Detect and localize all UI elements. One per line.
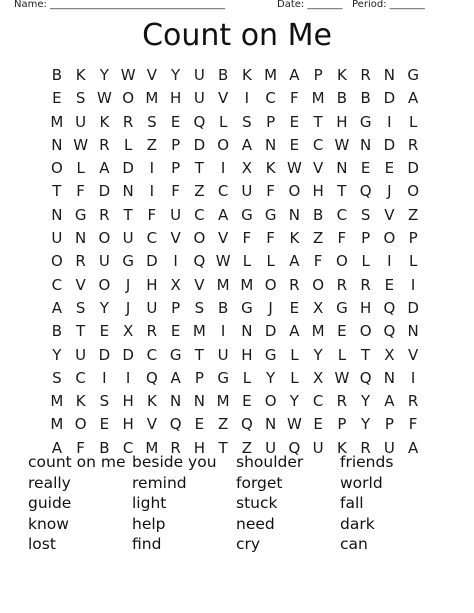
grid-letter: B bbox=[217, 66, 229, 84]
word-list-item: cry bbox=[236, 535, 261, 554]
grid-letter: Y bbox=[266, 368, 276, 387]
grid-letter: V bbox=[384, 205, 395, 224]
grid-letter: R bbox=[336, 392, 348, 411]
grid-letter: F bbox=[76, 438, 85, 457]
grid-letter: T bbox=[218, 438, 228, 457]
grid-letter: N bbox=[336, 159, 348, 178]
grid-letter: B bbox=[99, 438, 110, 457]
grid-letter: E bbox=[99, 322, 110, 341]
grid-letter: H bbox=[312, 182, 324, 201]
word-list-item: world bbox=[340, 473, 383, 492]
grid-letter: F bbox=[408, 415, 418, 434]
grid-letter: M bbox=[311, 322, 325, 341]
grid-letter: P bbox=[194, 368, 204, 387]
grid-letter: X bbox=[122, 322, 134, 341]
grid-letter: H bbox=[359, 298, 372, 317]
grid-letter: K bbox=[241, 66, 252, 84]
grid-letter: Y bbox=[361, 392, 371, 411]
grid-letter: U bbox=[75, 112, 87, 131]
grid-letter: B bbox=[360, 89, 371, 108]
grid-letter: I bbox=[387, 112, 392, 131]
grid-letter: H bbox=[122, 415, 134, 434]
grid-letter: C bbox=[122, 438, 134, 457]
grid-letter: N bbox=[170, 392, 182, 411]
grid-letter: B bbox=[312, 205, 324, 224]
grid-letter: N bbox=[383, 66, 395, 84]
grid-letter: K bbox=[289, 229, 300, 248]
grid-letter: C bbox=[336, 205, 348, 224]
grid-letter: R bbox=[360, 275, 371, 294]
grid-letter: V bbox=[194, 275, 205, 294]
word-list-item: know bbox=[28, 514, 69, 533]
grid-letter: A bbox=[384, 392, 395, 411]
grid-letter: Z bbox=[194, 182, 205, 201]
grid-letter: E bbox=[384, 275, 395, 294]
grid-letter: A bbox=[99, 159, 110, 178]
grid-letter: A bbox=[407, 89, 419, 108]
grid-letter: P bbox=[408, 229, 418, 248]
grid-letter: M bbox=[192, 322, 206, 341]
grid-letter: P bbox=[313, 66, 323, 84]
grid-letter: R bbox=[146, 322, 158, 341]
grid-letter: L bbox=[76, 159, 85, 178]
grid-letter: F bbox=[76, 182, 85, 201]
grid-letter: F bbox=[147, 205, 157, 224]
grid-letter: U bbox=[75, 345, 87, 364]
grid-letter: O bbox=[312, 275, 325, 294]
grid-letter: R bbox=[336, 275, 348, 294]
grid-letter: U bbox=[122, 229, 134, 248]
grid-letter: R bbox=[170, 438, 181, 457]
grid-letter: D bbox=[407, 159, 419, 178]
grid-letter: N bbox=[407, 322, 419, 341]
date-field-label: Date: _______ bbox=[277, 0, 343, 10]
word-list-item: find bbox=[132, 535, 162, 554]
grid-letter: M bbox=[50, 392, 64, 411]
grid-letter: O bbox=[98, 229, 111, 248]
grid-letter: M bbox=[145, 89, 159, 108]
grid-letter: Y bbox=[313, 345, 323, 364]
grid-letter: N bbox=[122, 182, 134, 201]
grid-letter: T bbox=[76, 322, 86, 341]
grid-letter: D bbox=[383, 135, 396, 154]
grid-letter: T bbox=[194, 159, 204, 178]
grid-letter: I bbox=[125, 368, 131, 387]
grid-letter: R bbox=[407, 135, 419, 154]
grid-letter: E bbox=[384, 159, 395, 178]
word-list-item: need bbox=[236, 514, 275, 533]
grid-letter: Y bbox=[52, 345, 62, 364]
word-list-item: beside you bbox=[132, 453, 217, 471]
grid-letter: U bbox=[383, 438, 395, 457]
grid-letter: D bbox=[383, 89, 396, 108]
grid-letter: S bbox=[194, 298, 205, 317]
grid-letter: I bbox=[410, 368, 416, 387]
grid-letter: P bbox=[171, 159, 181, 178]
word-list-item: help bbox=[132, 514, 166, 533]
puzzle-title: Count on Me bbox=[142, 18, 332, 53]
grid-letter: R bbox=[407, 392, 419, 411]
grid-letter: O bbox=[98, 275, 111, 294]
grid-letter: I bbox=[102, 368, 107, 387]
grid-letter: G bbox=[264, 205, 277, 224]
grid-letter: E bbox=[289, 135, 300, 154]
grid-letter: T bbox=[52, 182, 62, 201]
grid-letter: E bbox=[242, 392, 252, 411]
word-list-item: really bbox=[28, 473, 71, 492]
grid-letter: I bbox=[220, 322, 226, 341]
grid-letter: Z bbox=[312, 229, 324, 248]
student-info-header bbox=[0, 0, 474, 14]
grid-letter: I bbox=[173, 252, 178, 271]
grid-letter: K bbox=[99, 112, 110, 131]
grid-letter: D bbox=[122, 159, 134, 178]
grid-letter: U bbox=[193, 89, 205, 108]
grid-letter: N bbox=[265, 135, 277, 154]
grid-letter: A bbox=[51, 438, 62, 457]
grid-letter: Q bbox=[359, 182, 372, 201]
grid-letter: Y bbox=[99, 66, 109, 84]
word-list-item: friends bbox=[340, 453, 394, 471]
grid-letter: E bbox=[313, 415, 323, 434]
grid-letter: C bbox=[265, 89, 276, 108]
grid-letter: Q bbox=[359, 368, 372, 387]
grid-letter: O bbox=[335, 252, 348, 271]
name-field-label: Name: ___________________________________ bbox=[14, 0, 226, 10]
grid-letter: O bbox=[359, 322, 372, 341]
grid-letter: N bbox=[360, 135, 372, 154]
grid-letter: S bbox=[242, 112, 252, 131]
grid-letter: M bbox=[50, 112, 64, 131]
grid-letter: Z bbox=[146, 135, 158, 154]
grid-letter: U bbox=[51, 229, 63, 248]
grid-letter: E bbox=[194, 415, 205, 434]
grid-letter: M bbox=[145, 438, 159, 457]
grid-letter: T bbox=[194, 345, 204, 364]
grid-letter: T bbox=[361, 345, 371, 364]
word-list-item: forget bbox=[236, 473, 283, 492]
grid-letter: S bbox=[360, 205, 371, 224]
grid-letter: P bbox=[171, 135, 181, 154]
grid-letter: B bbox=[217, 298, 229, 317]
grid-letter: U bbox=[98, 252, 110, 271]
grid-letter: P bbox=[361, 229, 371, 248]
grid-letter: Y bbox=[99, 298, 109, 317]
grid-letter: Y bbox=[361, 415, 371, 434]
grid-letter: O bbox=[193, 229, 206, 248]
grid-letter: K bbox=[265, 159, 276, 178]
grid-letter: Z bbox=[241, 438, 253, 457]
grid-letter: O bbox=[288, 182, 301, 201]
grid-letter: Q bbox=[169, 415, 182, 434]
grid-letter: D bbox=[122, 345, 134, 364]
grid-letter: M bbox=[240, 275, 254, 294]
grid-letter: Q bbox=[145, 368, 158, 387]
grid-letter: G bbox=[336, 298, 348, 317]
grid-letter: G bbox=[217, 368, 229, 387]
word-list-item: light bbox=[132, 494, 167, 513]
grid-letter: N bbox=[241, 322, 253, 341]
grid-letter: W bbox=[215, 252, 231, 271]
grid-letter: F bbox=[242, 229, 252, 248]
grid-letter: E bbox=[52, 89, 62, 108]
grid-letter: W bbox=[334, 135, 350, 154]
grid-letter: F bbox=[313, 252, 323, 271]
grid-letter: T bbox=[313, 112, 323, 131]
grid-letter: K bbox=[336, 438, 347, 457]
grid-letter: P bbox=[171, 298, 181, 317]
grid-letter: H bbox=[146, 275, 158, 294]
grid-letter: R bbox=[360, 66, 371, 84]
grid-letter: G bbox=[407, 66, 419, 84]
grid-letter: S bbox=[75, 298, 86, 317]
grid-letter: D bbox=[193, 135, 206, 154]
grid-letter: O bbox=[74, 415, 87, 434]
grid-letter: N bbox=[383, 368, 395, 387]
word-list-item: dark bbox=[340, 514, 375, 533]
grid-letter: V bbox=[217, 229, 229, 248]
grid-letter: K bbox=[75, 392, 86, 411]
grid-letter: Z bbox=[407, 205, 419, 224]
grid-letter: U bbox=[265, 438, 277, 457]
grid-letter: C bbox=[217, 182, 229, 201]
grid-letter: U bbox=[217, 345, 229, 364]
grid-letter: G bbox=[241, 298, 253, 317]
grid-letter: H bbox=[122, 392, 134, 411]
grid-letter: B bbox=[51, 322, 63, 341]
grid-letter: C bbox=[146, 345, 158, 364]
grid-letter: N bbox=[51, 205, 63, 224]
grid-letter: I bbox=[387, 252, 392, 271]
grid-letter: W bbox=[286, 415, 302, 434]
grid-letter: V bbox=[170, 229, 181, 248]
grid-letter: J bbox=[387, 182, 392, 201]
grid-letter: O bbox=[50, 159, 63, 178]
grid-letter: E bbox=[289, 112, 300, 131]
grid-letter: J bbox=[125, 275, 131, 294]
grid-letter: E bbox=[170, 322, 181, 341]
grid-letter: R bbox=[360, 438, 371, 457]
grid-letter: P bbox=[337, 415, 347, 434]
word-list bbox=[28, 452, 458, 555]
grid-letter: N bbox=[75, 229, 87, 248]
letter-grid bbox=[45, 64, 428, 460]
grid-letter: R bbox=[122, 112, 134, 131]
grid-letter: I bbox=[244, 89, 250, 108]
grid-letter: T bbox=[123, 205, 133, 224]
grid-letter: L bbox=[290, 345, 299, 364]
grid-letter: J bbox=[125, 298, 131, 317]
grid-letter: B bbox=[336, 89, 348, 108]
grid-letter: Y bbox=[171, 66, 181, 84]
grid-letter: E bbox=[337, 322, 347, 341]
grid-letter: U bbox=[241, 182, 253, 201]
grid-letter: L bbox=[218, 112, 228, 131]
grid-letter: R bbox=[99, 205, 110, 224]
grid-letter: L bbox=[337, 345, 347, 364]
grid-letter: R bbox=[75, 252, 86, 271]
grid-letter: G bbox=[241, 205, 253, 224]
grid-letter: A bbox=[217, 205, 229, 224]
grid-letter: O bbox=[122, 89, 135, 108]
grid-letter: L bbox=[408, 112, 418, 131]
word-list-item: shoulder bbox=[236, 453, 304, 471]
grid-letter: U bbox=[312, 438, 324, 457]
grid-letter: H bbox=[193, 438, 206, 457]
grid-letter: C bbox=[75, 368, 86, 387]
word-list-item: can bbox=[340, 535, 368, 554]
grid-letter: X bbox=[312, 368, 324, 387]
grid-letter: W bbox=[286, 159, 302, 178]
grid-letter: L bbox=[290, 368, 299, 387]
grid-letter: M bbox=[264, 66, 278, 84]
grid-letter: Q bbox=[240, 415, 253, 434]
grid-letter: D bbox=[98, 345, 111, 364]
grid-letter: F bbox=[266, 229, 275, 248]
grid-letter: O bbox=[264, 392, 277, 411]
grid-letter: D bbox=[146, 252, 158, 271]
grid-letter: E bbox=[360, 159, 371, 178]
grid-letter: C bbox=[312, 135, 324, 154]
grid-letter: N bbox=[51, 135, 63, 154]
grid-letter: L bbox=[123, 135, 133, 154]
grid-letter: X bbox=[170, 275, 181, 294]
word-list-item: fall bbox=[340, 494, 364, 513]
grid-letter: A bbox=[289, 66, 300, 84]
grid-letter: G bbox=[122, 252, 134, 271]
grid-letter: W bbox=[96, 89, 112, 108]
grid-letter: T bbox=[337, 182, 347, 201]
grid-letter: G bbox=[359, 112, 372, 131]
period-field-label: Period: _______ bbox=[352, 0, 425, 10]
grid-letter: R bbox=[289, 275, 300, 294]
word-list-item: lost bbox=[28, 535, 56, 554]
grid-letter: B bbox=[51, 66, 63, 84]
grid-letter: G bbox=[264, 345, 277, 364]
grid-letter: O bbox=[217, 135, 230, 154]
grid-letter: N bbox=[288, 205, 300, 224]
grid-letter: E bbox=[289, 298, 300, 317]
grid-letter: L bbox=[266, 252, 275, 271]
grid-letter: O bbox=[407, 182, 420, 201]
grid-letter: M bbox=[311, 89, 325, 108]
grid-letter: O bbox=[264, 275, 277, 294]
grid-letter: I bbox=[149, 182, 155, 201]
grid-letter: F bbox=[337, 229, 347, 248]
grid-letter: C bbox=[51, 275, 63, 294]
grid-letter: G bbox=[169, 345, 182, 364]
grid-letter: F bbox=[266, 182, 275, 201]
grid-letter: H bbox=[336, 112, 348, 131]
grid-letter: K bbox=[336, 66, 347, 84]
grid-letter: F bbox=[171, 182, 180, 201]
grid-letter: V bbox=[312, 159, 324, 178]
grid-letter: V bbox=[217, 89, 229, 108]
grid-letter: S bbox=[52, 368, 62, 387]
grid-letter: W bbox=[73, 135, 89, 154]
grid-letter: Q bbox=[288, 438, 301, 457]
grid-letter: R bbox=[99, 135, 110, 154]
grid-letter: M bbox=[216, 392, 230, 411]
grid-letter: H bbox=[169, 89, 182, 108]
grid-letter: L bbox=[242, 368, 252, 387]
grid-letter: Y bbox=[289, 392, 299, 411]
grid-letter: S bbox=[75, 89, 86, 108]
grid-letter: A bbox=[51, 298, 62, 317]
grid-letter: I bbox=[220, 159, 226, 178]
grid-letter: C bbox=[194, 205, 205, 224]
word-list-item: stuck bbox=[236, 494, 278, 513]
grid-letter: W bbox=[334, 368, 350, 387]
grid-letter: I bbox=[149, 159, 155, 178]
grid-letter: W bbox=[120, 66, 136, 84]
word-list-item: guide bbox=[28, 494, 72, 513]
grid-letter: L bbox=[361, 252, 370, 271]
grid-letter: N bbox=[265, 415, 277, 434]
grid-letter: O bbox=[50, 252, 63, 271]
grid-letter: G bbox=[74, 205, 87, 224]
grid-letter: A bbox=[289, 322, 300, 341]
grid-letter: I bbox=[410, 275, 416, 294]
grid-letter: K bbox=[75, 66, 86, 84]
grid-letter: X bbox=[312, 298, 324, 317]
grid-letter: H bbox=[241, 345, 253, 364]
grid-letter: M bbox=[216, 275, 230, 294]
grid-letter: V bbox=[75, 275, 86, 294]
grid-letter: Q bbox=[193, 112, 206, 131]
grid-letter: X bbox=[241, 159, 253, 178]
grid-letter: Q bbox=[383, 298, 396, 317]
grid-letter: P bbox=[266, 112, 276, 131]
word-list-item: remind bbox=[132, 473, 187, 492]
grid-letter: L bbox=[242, 252, 252, 271]
grid-letter: A bbox=[407, 438, 419, 457]
word-list-item: count on me bbox=[28, 453, 126, 471]
grid-letter: C bbox=[146, 229, 158, 248]
grid-letter: N bbox=[193, 392, 205, 411]
grid-letter: J bbox=[268, 298, 273, 317]
grid-letter: V bbox=[146, 66, 157, 84]
grid-letter: U bbox=[170, 205, 182, 224]
grid-letter: V bbox=[146, 415, 157, 434]
grid-letter: D bbox=[264, 322, 277, 341]
grid-letter: V bbox=[407, 345, 419, 364]
grid-letter: U bbox=[146, 298, 158, 317]
grid-letter: P bbox=[384, 415, 394, 434]
grid-letter: E bbox=[170, 112, 181, 131]
grid-letter: L bbox=[408, 252, 418, 271]
grid-letter: S bbox=[147, 112, 157, 131]
grid-letter: A bbox=[289, 252, 300, 271]
grid-letter: A bbox=[170, 368, 181, 387]
grid-letter: X bbox=[384, 345, 395, 364]
grid-letter: F bbox=[290, 89, 299, 108]
grid-letter: U bbox=[193, 66, 205, 84]
grid-letter: E bbox=[99, 415, 110, 434]
grid-letter: D bbox=[98, 182, 111, 201]
grid-letter: S bbox=[99, 392, 110, 411]
grid-letter: O bbox=[383, 229, 396, 248]
grid-letter: Q bbox=[193, 252, 206, 271]
grid-letter: Q bbox=[383, 322, 396, 341]
grid-letter: M bbox=[50, 415, 64, 434]
grid-letter: K bbox=[146, 392, 157, 411]
grid-letter: D bbox=[407, 298, 419, 317]
grid-letter: Z bbox=[217, 415, 229, 434]
grid-letter: A bbox=[241, 135, 252, 154]
grid-letter: C bbox=[312, 392, 324, 411]
